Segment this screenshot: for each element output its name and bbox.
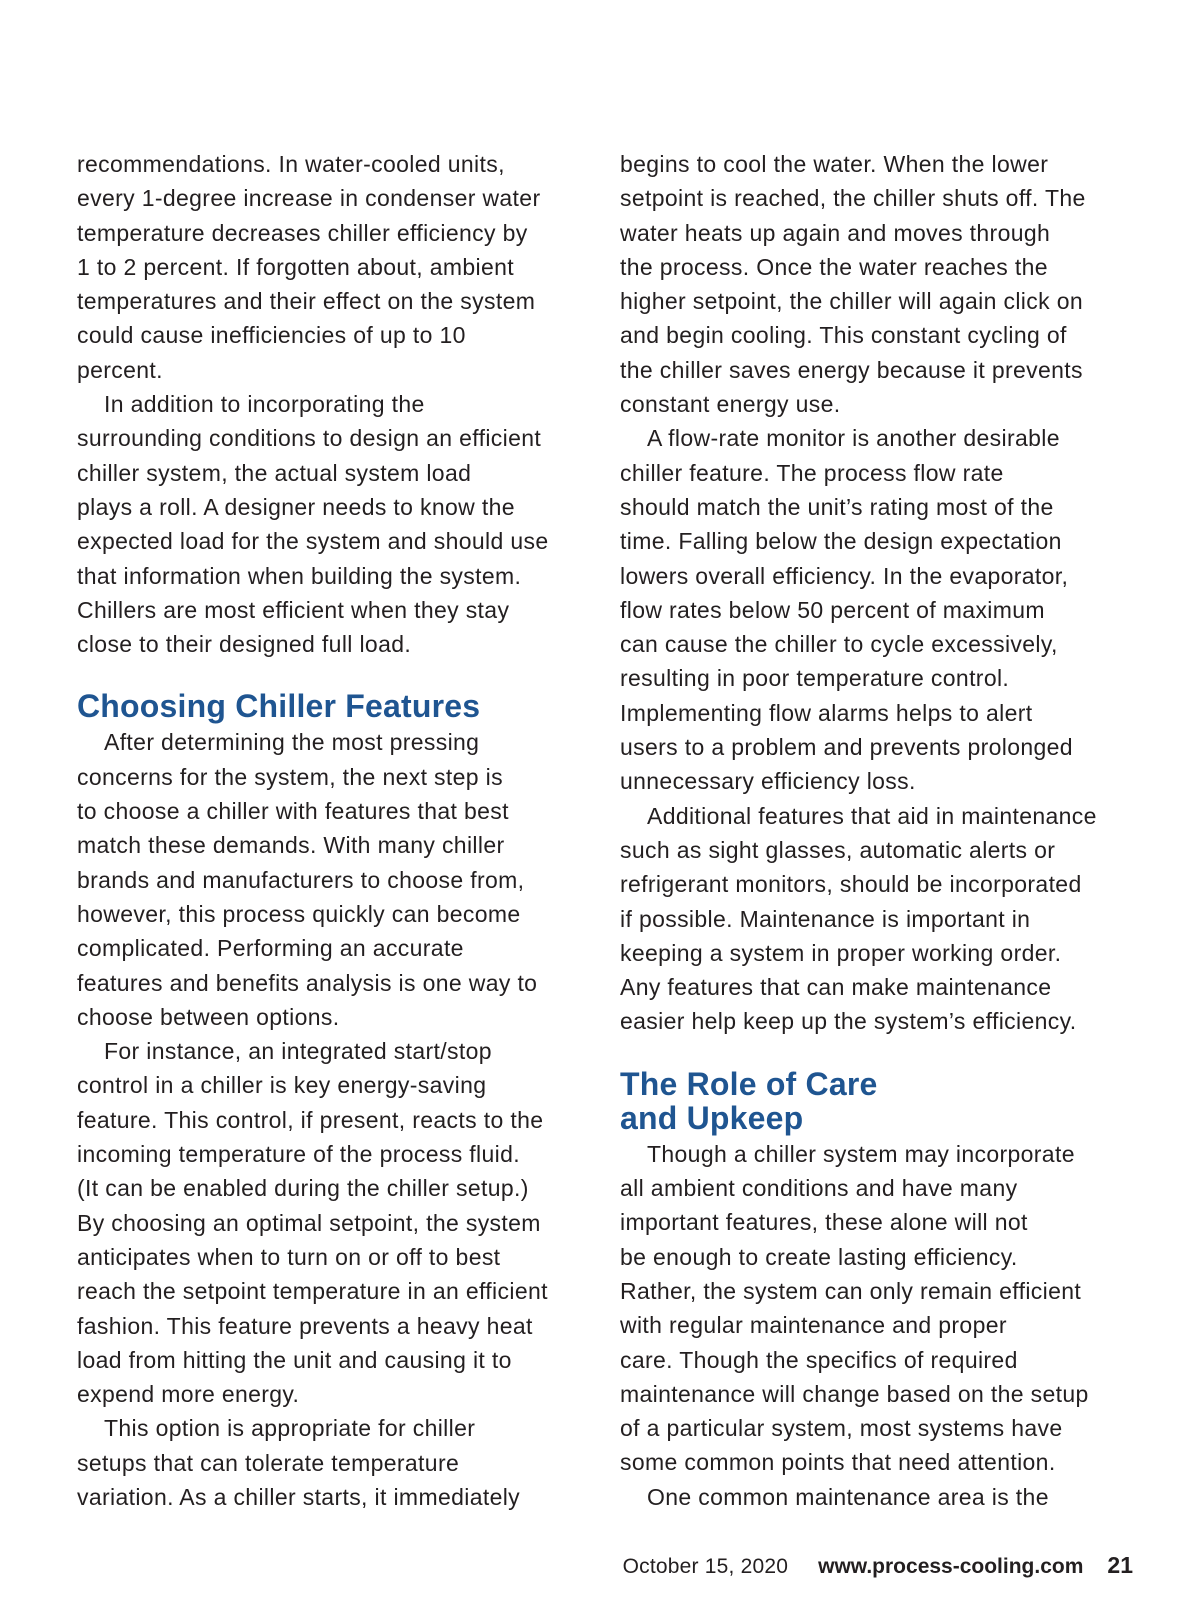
text-line: One common maintenance area is the	[647, 1483, 1049, 1510]
text-line: chiller system, the actual system load	[77, 459, 472, 486]
text-line: concerns for the system, the next step is	[77, 763, 503, 790]
text-line: incoming temperature of the process fluid.	[77, 1141, 520, 1168]
paragraph	[77, 1411, 597, 1514]
text-line: setups that can tolerate temperature	[77, 1449, 460, 1476]
issue-date: October 15, 2020	[622, 1555, 789, 1578]
text-line: anticipates when to turn on or off to best	[77, 1243, 501, 1270]
text-line: be enough to create lasting efficiency.	[620, 1243, 1018, 1270]
text-line: time. Falling below the design expectation	[620, 528, 1062, 555]
text-line: recommendations. In water-cooled units,	[77, 151, 505, 177]
text-line: should match the unit’s rating most of the	[620, 493, 1054, 520]
paragraph	[77, 725, 597, 1034]
text-line: Any features that can make maintenance	[620, 974, 1052, 1001]
text-line: For instance, an integrated start/stop	[104, 1038, 492, 1065]
page-footer	[623, 1552, 1133, 1579]
text-line: the chiller saves energy because it prevents	[620, 356, 1083, 383]
text-line: all ambient conditions and have many	[620, 1175, 1018, 1202]
text-line: Additional features that aid in maintenance	[647, 802, 1097, 829]
text-line: This option is appropriate for chiller	[104, 1415, 476, 1442]
right-column	[620, 147, 1140, 1514]
text-line: A flow-rate monitor is another desirable	[647, 425, 1060, 452]
text-line: if possible. Maintenance is important in	[620, 905, 1031, 932]
text-line: brands and manufacturers to choose from,	[77, 866, 525, 893]
text-line: unnecessary efficiency loss.	[620, 768, 916, 795]
text-line: variation. As a chiller starts, it immediately	[77, 1483, 521, 1510]
website-url: www.process-cooling.com	[818, 1555, 1084, 1578]
text-line: Chillers are most efficient when they stay	[77, 596, 510, 623]
text-line: higher setpoint, the chiller will again click on	[620, 288, 1083, 315]
text-line: resulting in poor temperature control.	[620, 665, 1010, 692]
paragraph	[620, 421, 1140, 798]
text-line: Rather, the system can only remain efficient	[620, 1277, 1082, 1304]
text-line: begins to cool the water. When the lower	[620, 151, 1049, 177]
text-line: flow rates below 50 percent of maximum	[620, 596, 1045, 623]
text-line: close to their designed full load.	[77, 631, 412, 658]
paragraph	[77, 147, 597, 387]
text-line: surrounding conditions to design an efficient	[77, 425, 542, 452]
text-line: of a particular system, most systems have	[620, 1415, 1063, 1442]
section-heading-role-of-care	[620, 1067, 1140, 1135]
text-line: can cause the chiller to cycle excessively,	[620, 631, 1058, 658]
text-line: chiller feature. The process flow rate	[620, 459, 1004, 486]
page-number: 21	[1107, 1552, 1133, 1578]
text-line: plays a roll. A designer needs to know the	[77, 493, 515, 520]
text-line: match these demands. With many chiller	[77, 832, 505, 859]
text-line: water heats up again and moves through	[620, 219, 1051, 246]
paragraph	[620, 1480, 1140, 1514]
text-line: expend more energy.	[77, 1381, 300, 1408]
text-line: choose between options.	[77, 1003, 340, 1030]
text-line: refrigerant monitors, should be incorporated	[620, 871, 1082, 898]
text-line: that information when building the system.	[77, 562, 522, 589]
text-line: every 1-degree increase in condenser water	[77, 185, 541, 212]
text-line: After determining the most pressing	[104, 729, 480, 756]
paragraph	[620, 147, 1140, 421]
text-line: percent.	[77, 356, 163, 383]
text-line: temperature decreases chiller efficiency by	[77, 219, 528, 246]
text-line: feature. This control, if present, reacts to the	[77, 1106, 544, 1133]
text-line: load from hitting the unit and causing it to	[77, 1346, 512, 1373]
text-line: to choose a chiller with features that best	[77, 798, 509, 825]
heading-line: The Role of Care	[620, 1065, 878, 1102]
paragraph	[77, 387, 597, 661]
text-line: complicated. Performing an accurate	[77, 935, 464, 962]
paragraph	[77, 1034, 597, 1411]
text-line: could cause inefficiencies of up to 10	[77, 322, 466, 349]
text-line: lowers overall efficiency. In the evaporator,	[620, 562, 1069, 589]
text-line: By choosing an optimal setpoint, the system	[77, 1209, 541, 1236]
text-line: care. Though the specifics of required	[620, 1346, 1018, 1373]
text-line: with regular maintenance and proper	[620, 1312, 1007, 1339]
text-line: and begin cooling. This constant cycling of	[620, 322, 1067, 349]
text-line: expected load for the system and should use	[77, 528, 549, 555]
text-line: keeping a system in proper working order.	[620, 939, 1062, 966]
text-line: Implementing flow alarms helps to alert	[620, 699, 1033, 726]
text-line: the process. Once the water reaches the	[620, 253, 1048, 280]
text-line: setpoint is reached, the chiller shuts off. The	[620, 185, 1086, 212]
text-line: fashion. This feature prevents a heavy heat	[77, 1312, 533, 1339]
heading-line: and Upkeep	[620, 1099, 804, 1136]
text-line: some common points that need attention.	[620, 1449, 1056, 1476]
paragraph	[620, 1137, 1140, 1480]
text-line: easier help keep up the system’s efficiency.	[620, 1008, 1077, 1035]
paragraph	[620, 799, 1140, 1039]
text-line: features and benefits analysis is one way to	[77, 969, 538, 996]
text-line: In addition to incorporating the	[104, 391, 425, 418]
text-line: such as sight glasses, automatic alerts or	[620, 836, 1056, 863]
text-line: control in a chiller is key energy-saving	[77, 1072, 487, 1099]
text-line: temperatures and their effect on the system	[77, 288, 536, 315]
section-heading-choosing-chiller-features: Choosing Chiller Features	[77, 688, 481, 725]
text-line: however, this process quickly can become	[77, 900, 521, 927]
left-column	[77, 147, 597, 1514]
text-line: constant energy use.	[620, 391, 841, 418]
text-line: 1 to 2 percent. If forgotten about, ambient	[77, 253, 514, 280]
text-line: Though a chiller system may incorporate	[647, 1140, 1075, 1167]
text-line: users to a problem and prevents prolonged	[620, 734, 1073, 761]
text-line: (It can be enabled during the chiller setup.)	[77, 1175, 529, 1202]
text-line: maintenance will change based on the setup	[620, 1380, 1089, 1407]
text-line: reach the setpoint temperature in an efficient	[77, 1278, 548, 1305]
text-line: important features, these alone will not	[620, 1209, 1028, 1236]
